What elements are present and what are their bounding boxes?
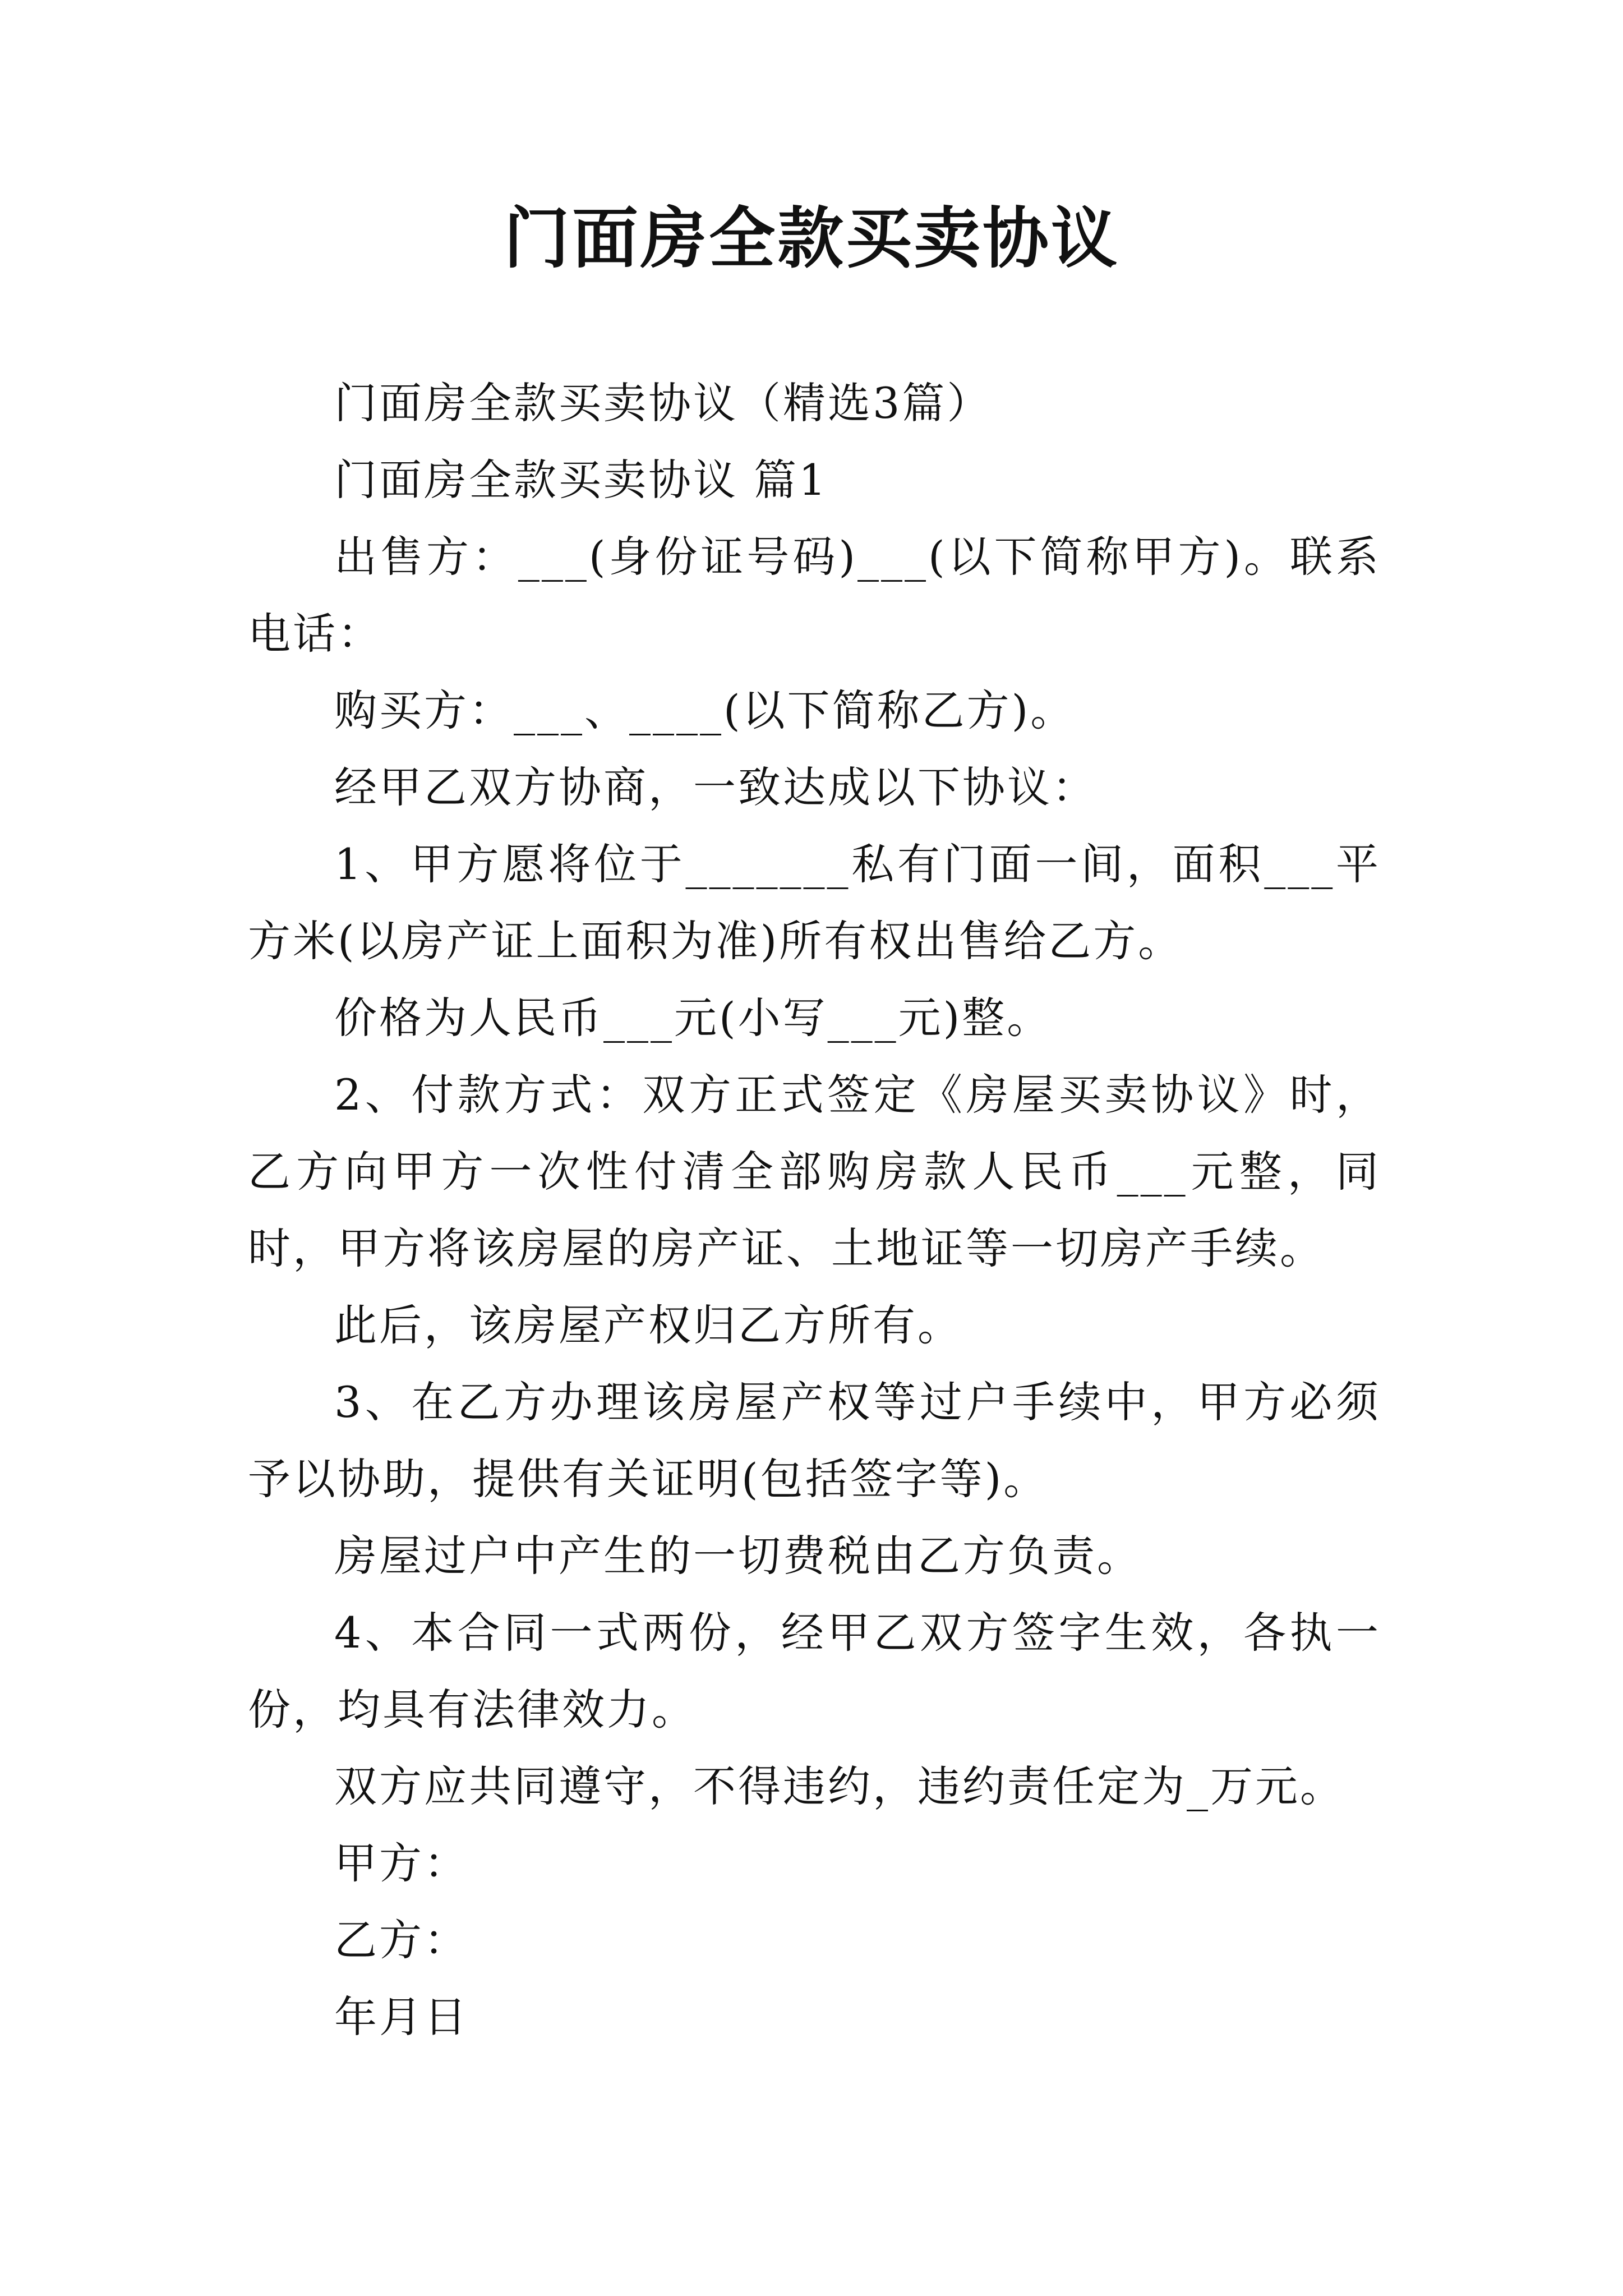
price-line: 价格为人民币___元(小写___元)整。 xyxy=(334,993,1052,1043)
document-title: 门面房全款买卖协议 xyxy=(503,199,1119,277)
date-line: 年月日 xyxy=(334,1992,469,2042)
breach-line: 双方应共同遵守，不得违约，违约责任定为_万元。 xyxy=(334,1761,1345,1811)
agreement-intro: 经甲乙双方协商，一致达成以下协议： xyxy=(334,762,1097,812)
clause-3: 3、在乙方办理该房屋产权等过户手续中，甲方必须予以协助，提供有关证明(包括签字等)。 xyxy=(248,1377,1381,1504)
subtitle-selection: 门面房全款买卖协议（精选3篇） xyxy=(334,378,992,428)
party-b-signature: 乙方： xyxy=(334,1915,469,1965)
clause-4: 4、本合同一式两份，经甲乙双方签字生效，各执一份，均具有法律效力。 xyxy=(248,1608,1381,1734)
clause-2: 2、付款方式：双方正式签定《房屋买卖协议》时，乙方向甲方一次性付清全部购房款人民币___元整，同时，甲方将该房屋的房产证、土地证等一切房产手续。 xyxy=(248,1070,1381,1273)
seller-line: 出售方：___(身份证号码)___(以下简称甲方)。联系电话： xyxy=(248,532,1381,659)
buyer-line: 购买方：___、____(以下简称乙方)。 xyxy=(334,685,1076,735)
tax-line: 房屋过户中产生的一切费税由乙方负责。 xyxy=(334,1531,1142,1581)
clause-1: 1、甲方愿将位于_______私有门面一间，面积___平方米(以房产证上面积为准)所有权出售给乙方。 xyxy=(248,839,1381,966)
section-heading: 门面房全款买卖协议 篇1 xyxy=(334,455,828,505)
ownership-line: 此后，该房屋产权归乙方所有。 xyxy=(334,1300,962,1350)
party-a-signature: 甲方： xyxy=(334,1838,469,1888)
document-body xyxy=(248,365,1381,2055)
